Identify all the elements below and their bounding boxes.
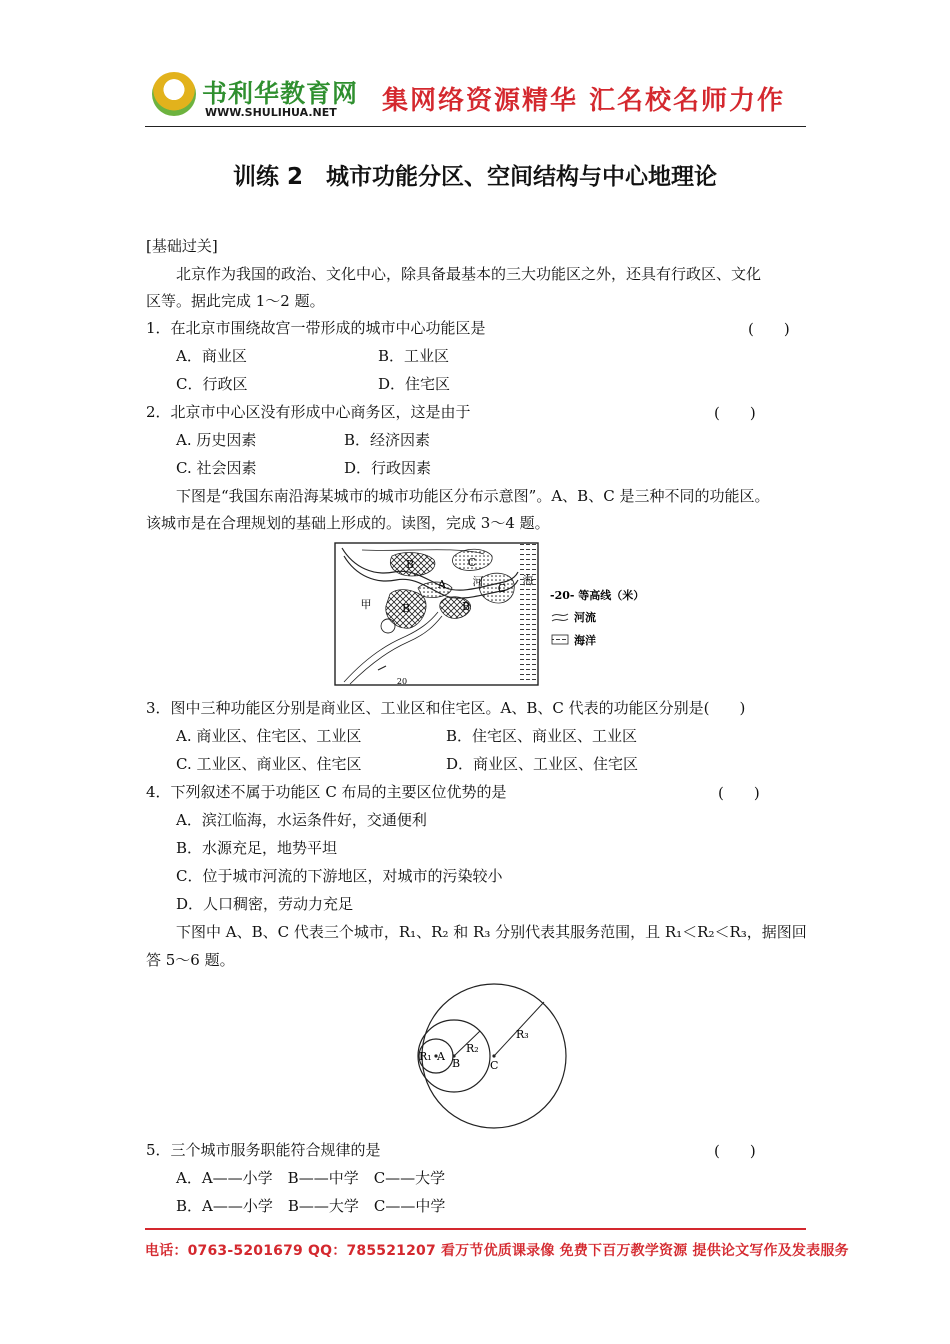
legend-ocean: 海洋 [574,634,596,647]
map-label-b-west: B [401,602,411,615]
map-label-b-north: B [405,558,415,571]
q5-answer-blank: ( ) [714,1142,756,1160]
label-a: A [437,1050,445,1063]
q3-option-a: A. 商业区、住宅区、工业区 [176,727,362,745]
q2-option-b: B．经济因素 [344,431,431,449]
q2-option-a: A. 历史因素 [176,431,257,449]
q5-option-a: A．A——小学 B——中学 C——大学 [176,1169,446,1187]
q1-stem: 1．在北京市围绕故宫一带形成的城市中心功能区是 [146,319,486,337]
q1-option-a: A．商业区 [176,347,247,365]
legend-ocean-icon [552,635,568,644]
map-label-contour-20: 20 [396,677,408,686]
intro3-line2: 答 5～6 题。 [146,951,235,969]
city-function-map [334,542,664,688]
intro1-line2: 区等。据此完成 1～2 题。 [146,292,325,310]
q2-stem: 2．北京市中心区没有形成中心商务区，这是由于 [146,403,471,421]
map-label-jia: 甲 [360,598,372,611]
header-divider [145,126,806,127]
intro1-line1: 北京作为我国的政治、文化中心，除具备最基本的三大功能区之外，还具有行政区、文化 [176,265,762,283]
map-label-c-east: C [497,582,507,595]
label-b: B [452,1057,461,1070]
point-c [492,1054,495,1057]
q3-option-c: C. 工业区、商业区、住宅区 [176,755,362,773]
q4-stem: 4．下列叙述不属于功能区 C 布局的主要区位优势的是 [146,783,507,801]
q4-option-c: C．位于城市河流的下游地区，对城市的污染较小 [176,867,503,885]
logo-title: 书利华教育网 [202,79,359,108]
q1-option-c: C．行政区 [176,375,248,393]
q3-option-b: B．住宅区、商业区、工业区 [446,727,638,745]
q4-option-d: D．人口稠密，劳动力充足 [176,895,354,913]
q2-option-d: D．行政因素 [344,459,432,477]
legend-river-icon [552,614,568,621]
legend-river: 河流 [574,611,596,624]
footer-contact: 电话：0763-5201679 QQ：785521207 看万节优质课录像 免费下百万教学资源 提供论文写作及发表服务 [145,1243,849,1259]
label-c: C [490,1059,499,1072]
header-slogan: 集网络资源精华 汇名校名师力作 [382,86,786,116]
q1-option-b: B．工业区 [378,347,450,365]
footer-divider [145,1228,806,1230]
label-r2: R₂ [466,1042,479,1055]
legend-contour: -20- 等高线（米） [550,589,645,602]
q4-option-a: A．滨江临海，水运条件好，交通便利 [176,811,427,829]
q5-stem: 5．三个城市服务职能符合规律的是 [146,1141,381,1159]
label-r1: R₁ [419,1050,432,1063]
map-label-a: A [438,578,446,591]
intro2-line2: 该城市是在合理规划的基础上形成的。读图，完成 3～4 题。 [146,514,550,532]
logo-icon [152,72,196,116]
map-label-sea: 海 [522,574,534,587]
q5-option-b: B．A——小学 B——大学 C——中学 [176,1197,446,1215]
q2-answer-blank: ( ) [714,404,756,422]
q3-option-d: D．商业区、工业区、住宅区 [446,755,639,773]
map-label-c-north: C [467,556,477,569]
label-r3: R₃ [516,1028,529,1041]
q4-answer-blank: ( ) [718,784,760,802]
intro3-line1: 下图中 A、B、C 代表三个城市，R₁、R₂ 和 R₃ 分别代表其服务范围，且 R₁＜R₂＜R₃，据图回 [176,923,807,941]
service-range-diagram [410,980,570,1132]
sea-area [518,544,537,684]
q2-option-c: C. 社会因素 [176,459,257,477]
section-label: [基础过关] [146,237,218,255]
q1-answer-blank: ( ) [748,320,790,338]
q3-stem: 3．图中三种功能区分别是商业区、工业区和住宅区。A、B、C 代表的功能区分别是( ) [146,699,746,717]
map-label-river: 河 [472,575,484,588]
q1-option-d: D．住宅区 [378,375,451,393]
map-label-b-east: B [461,600,471,613]
intro2-line1: 下图是“我国东南沿海某城市的城市功能区分布示意图”。A、B、C 是三种不同的功能区。 [176,487,770,505]
page-title: 训练 2 城市功能分区、空间结构与中心地理论 [232,164,717,190]
logo-url: WWW.SHULIHUA.NET [205,106,337,119]
q4-option-b: B．水源充足，地势平坦 [176,839,338,857]
